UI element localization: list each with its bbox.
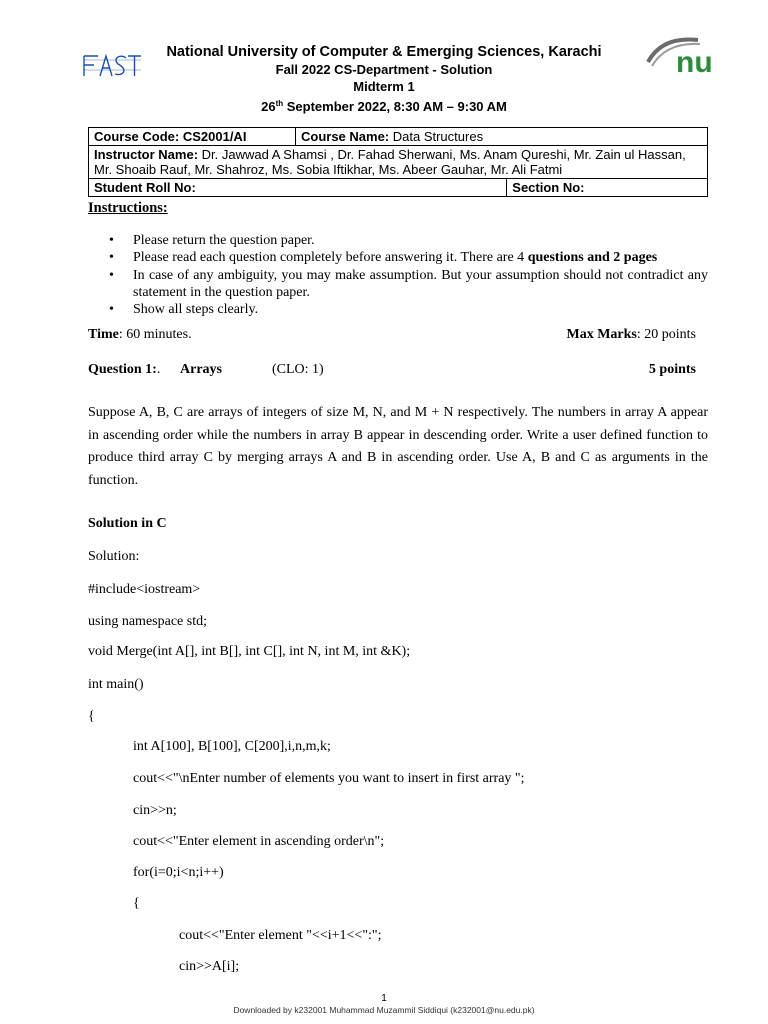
instruction-item: • In case of any ambiguity, you may make assumption. But your assumption should not contradict any statement in the question paper. bbox=[133, 267, 708, 302]
question1-topic: Arrays bbox=[180, 362, 222, 377]
course-name-cell: Course Name: Data Structures bbox=[296, 128, 708, 146]
question1-header bbox=[88, 362, 696, 378]
code-line: cin>>n; bbox=[133, 803, 177, 818]
code-line: cout<<"Enter element in ascending order\n"; bbox=[133, 834, 385, 849]
download-footer: Downloaded by k232001 Muhammad Muzammil Siddiqui (k232001@nu.edu.pk) bbox=[233, 1005, 535, 1015]
page-number: 1 bbox=[381, 993, 387, 1004]
code-line: using namespace std; bbox=[88, 614, 207, 629]
instructor-cell: Instructor Name: Dr. Jawwad A Shamsi , Dr. Fahad Sherwani, Ms. Anam Qureshi, Mr. Zain ul Hassan, Mr. Shoaib Rauf, Mr. Shahroz, Ms. Sobia Iftikhar, Ms. Abeer Gauhar, Mr. Ali Fatmi bbox=[89, 146, 708, 179]
university-name: National University of Computer & Emerging Sciences, Karachi bbox=[166, 44, 602, 60]
instruction-item: • Please return the question paper. bbox=[133, 232, 708, 249]
code-line: for(i=0;i<n;i++) bbox=[133, 865, 224, 880]
instructions-title: Instructions: bbox=[88, 200, 168, 216]
time-marks-row bbox=[88, 327, 696, 343]
code-line: int main() bbox=[88, 677, 144, 692]
code-line: cout<<"Enter element "<<i+1<<":"; bbox=[179, 928, 382, 943]
max-marks-info: Max Marks: 20 points bbox=[566, 327, 696, 342]
code-line: { bbox=[88, 709, 95, 724]
section-cell: Section No: bbox=[507, 179, 708, 197]
code-line: { bbox=[133, 896, 140, 911]
exam-name: Midterm 1 bbox=[353, 79, 415, 94]
code-line: void Merge(int A[], int B[], int C[], int N, int M, int &K); bbox=[88, 644, 411, 659]
exam-date: 26th September 2022, 8:30 AM – 9:30 AM bbox=[261, 99, 507, 114]
instructions-list bbox=[133, 232, 708, 318]
instruction-item: • Show all steps clearly. bbox=[133, 301, 708, 318]
code-line: #include<iostream> bbox=[88, 582, 201, 597]
course-code-cell: Course Code: CS2001/AI bbox=[89, 128, 296, 146]
course-info-table bbox=[88, 127, 708, 197]
student-roll-cell: Student Roll No: bbox=[89, 179, 507, 197]
nu-logo-text: nu bbox=[676, 46, 713, 79]
solution-label: Solution: bbox=[88, 549, 140, 564]
semester-line: Fall 2022 CS-Department - Solution bbox=[275, 62, 493, 77]
code-line: int A[100], B[100], C[200],i,n,m,k; bbox=[133, 739, 331, 754]
exam-header bbox=[0, 43, 768, 115]
instruction-item: • Please read each question completely before answering it. There are 4 questions and 2 pages bbox=[133, 249, 708, 266]
time-info: Time: 60 minutes. bbox=[88, 327, 192, 342]
question1-clo: (CLO: 1) bbox=[272, 362, 324, 377]
code-line: cout<<"\nEnter number of elements you want to insert in first array "; bbox=[133, 771, 525, 786]
code-line: cin>>A[i]; bbox=[179, 959, 240, 974]
question1-text: Suppose A, B, C are arrays of integers of size M, N, and M + N respectively. The numbers in array A appear in ascending order while the numbers in array B appear in descending order. Write a user defined function to produce third array C by merging arrays A and B in ascending order. Use A, B and C as arguments in the function. bbox=[88, 405, 708, 488]
solution-heading: Solution in C bbox=[88, 516, 167, 531]
question1-label: Question 1:. bbox=[88, 362, 161, 377]
question1-points: 5 points bbox=[648, 362, 696, 377]
